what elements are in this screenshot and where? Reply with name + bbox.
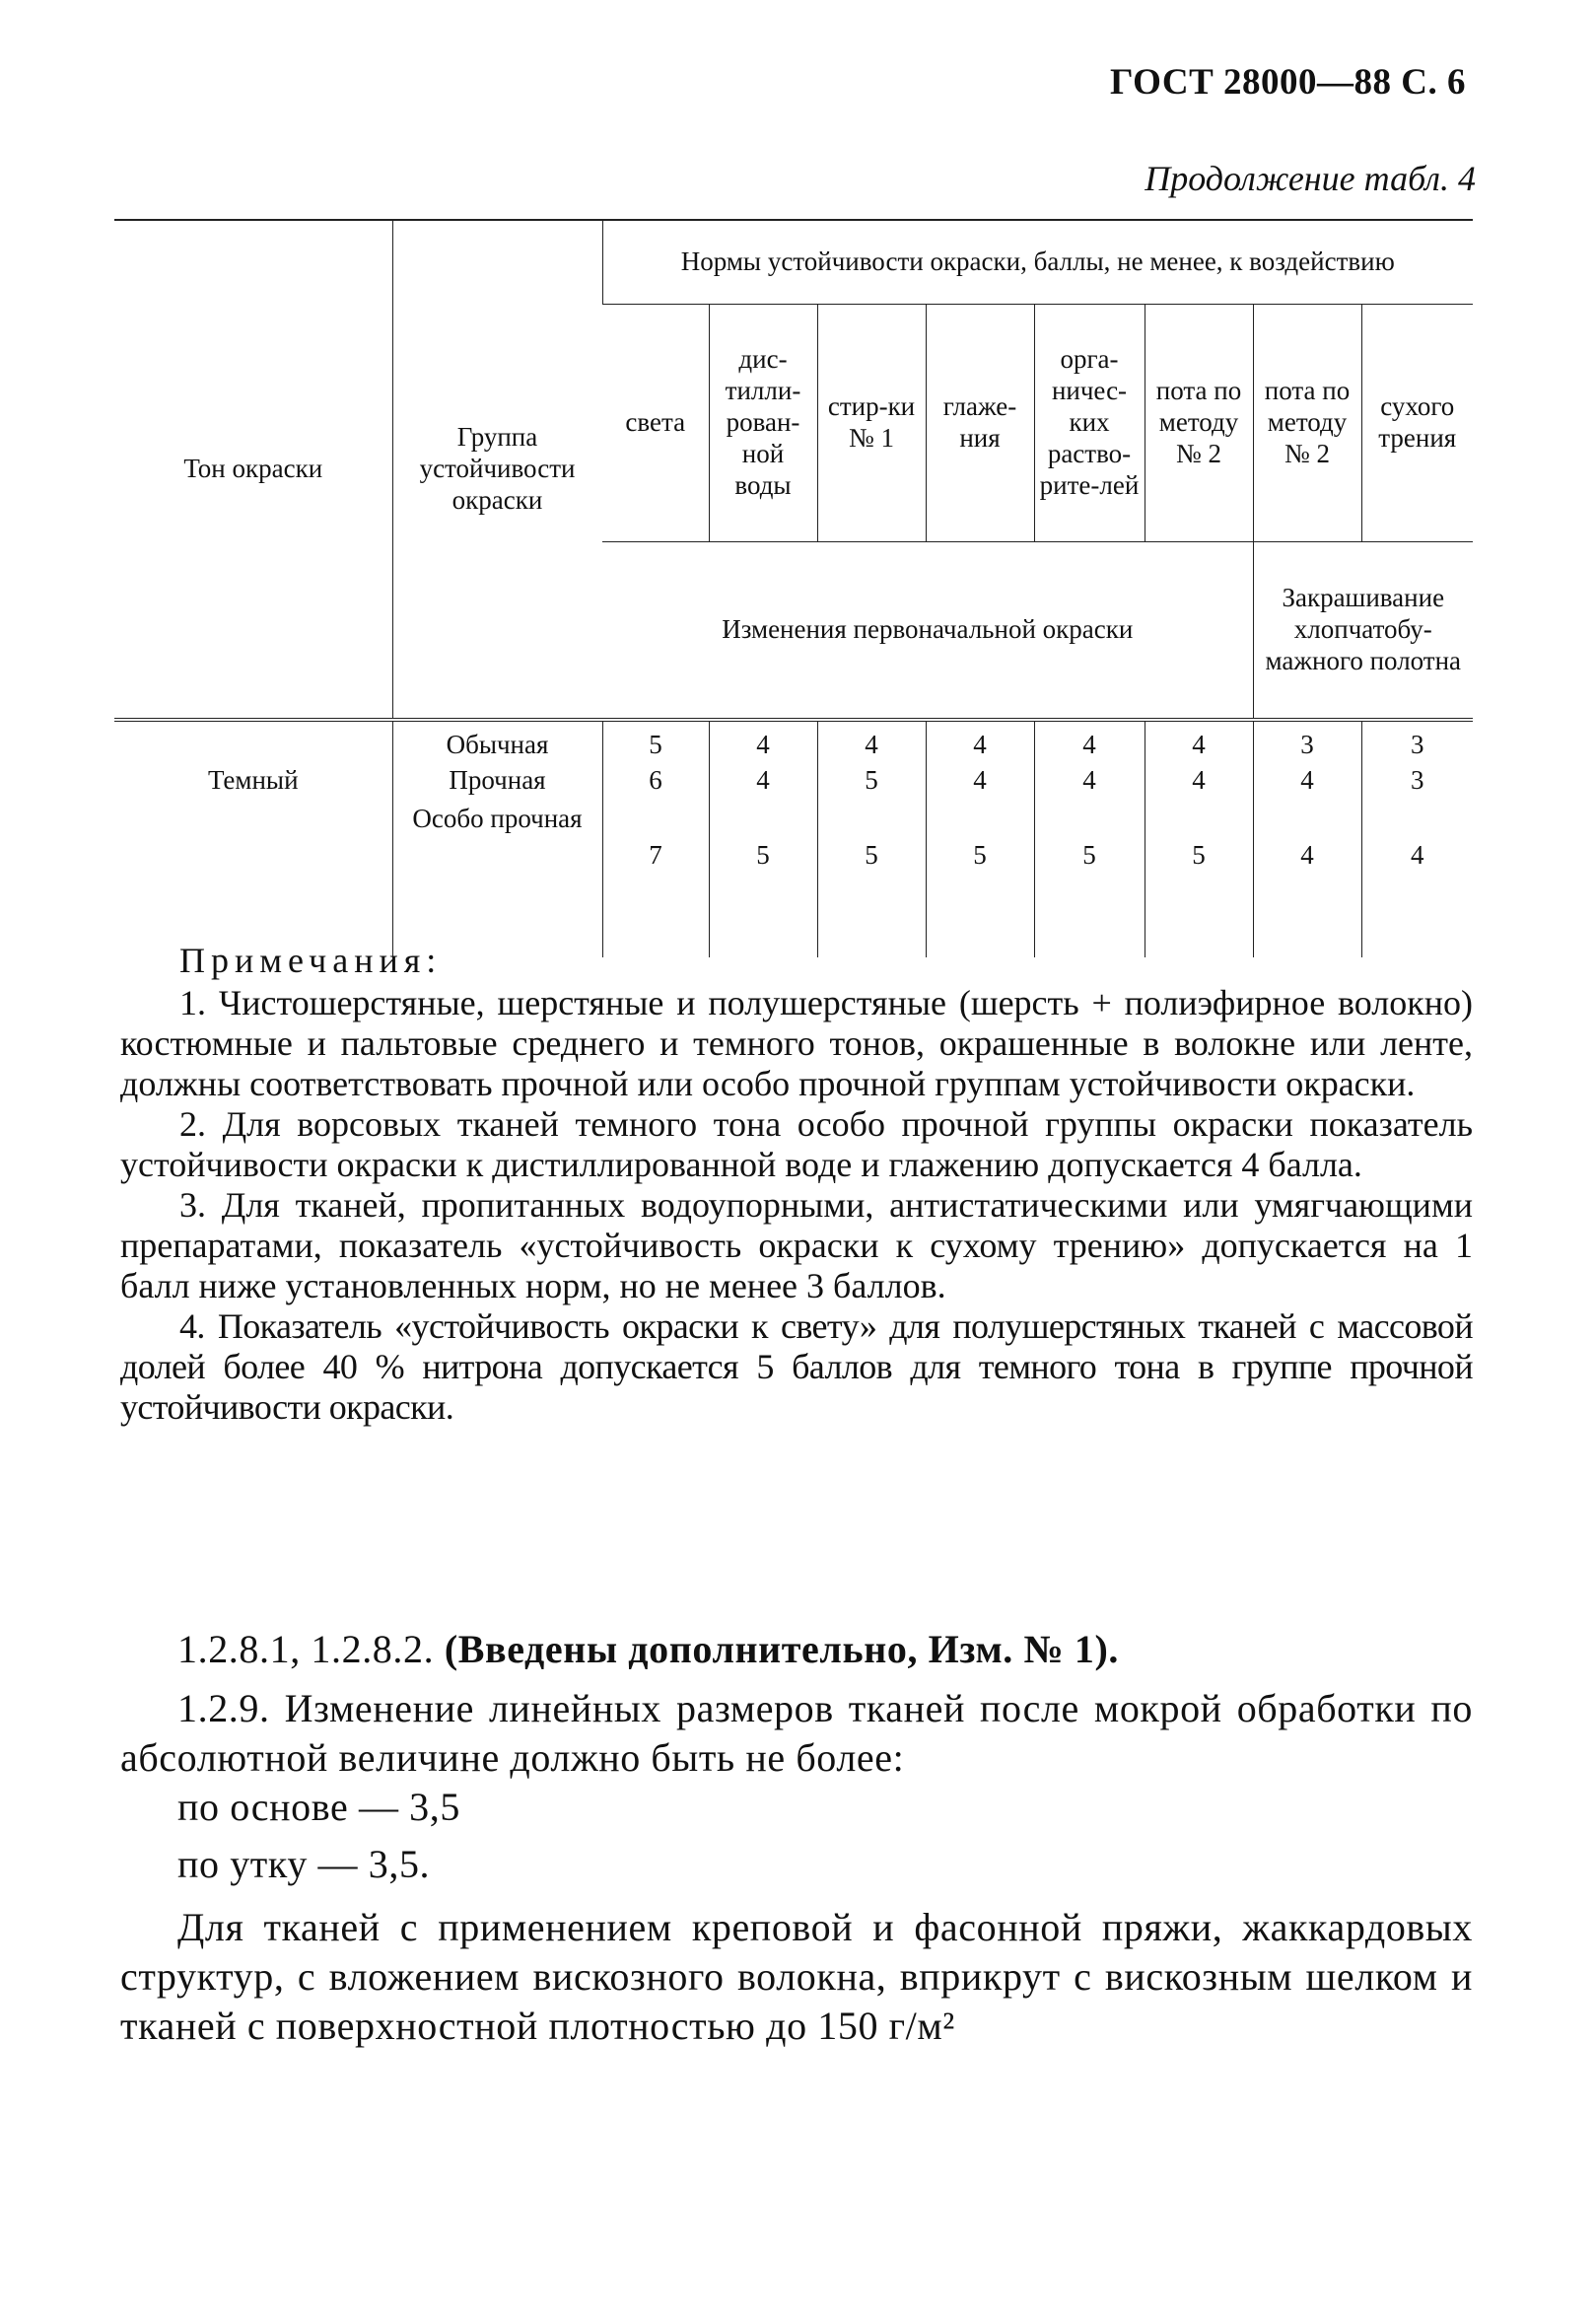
header-solvents: орга-ничес-ких раство-рите-лей [1034,305,1145,542]
header-washing: стир-ки № 1 [817,305,926,542]
value-cell: 4 [1300,765,1314,795]
value-cell: 6 [649,765,662,795]
value-cell: 5 [1082,840,1096,871]
value-cell: 4 [973,765,987,795]
value-cell: 5 [1192,840,1206,871]
body-text [120,1625,1473,2051]
values-solvents [1034,720,1145,957]
value-cell: 4 [1300,840,1314,871]
value-cell: 5 [865,840,878,871]
note-item: 2. Для ворсовых тканей темного тона особо прочной группы окраски показатель устойчивости окраски к дистиллированной воде и глажению допускается 4 балла. [120,1104,1473,1184]
clause-number: 1.2.8.1, 1.2.8.2. [177,1627,445,1671]
note-item: 3. Для тканей, пропитанных водоупорными, антистатическими или умягчающими препаратами, показатель «устойчивость окраски к сухому трению» допускается на 1 балл ниже установленных норм, но не менее 3 баллов. [120,1185,1473,1305]
values-sweat-stain [1253,720,1361,957]
clause-1-2-9: 1.2.9. Изменение линейных размеров тканей после мокрой обработки по абсолютной величине должно быть не более: [120,1686,1473,1780]
note-item: 4. Показатель «устойчивость окраски к свету» для полушерстяных тканей с массовой долей более 40 % нитрона допускается 5 баллов для темного тона в группе прочной устойчивости окраски. [120,1306,1473,1427]
header-norms: Нормы устойчивости окраски, баллы, не менее, к воздействию [602,220,1473,305]
value-cell: 4 [1192,730,1206,759]
value-cell: 4 [973,730,987,759]
header-light: света [602,305,709,542]
group-ordinary: Обычная [446,730,549,759]
values-sweat-change [1145,720,1253,957]
header-sweat-stain: пота по методу № 2 [1253,305,1361,542]
values-light [602,720,709,957]
header-group: Группа устойчивости окраски [392,220,602,720]
values-washing [817,720,926,957]
value-cell: 5 [756,840,770,871]
weft-value: по утку — 3,5. [177,1842,431,1886]
value-cell: 4 [1082,730,1096,759]
group-extra-strong: Особо прочная [412,804,583,833]
values-distilled-water [709,720,817,957]
value-cell: 3 [1411,730,1424,759]
notes-section [120,941,1473,1428]
table-row [114,720,1473,957]
value-cell: 3 [1411,765,1424,795]
page-header: ГОСТ 28000—88 С. 6 [1110,62,1466,103]
header-dry-rubbing: сухого трения [1361,305,1473,542]
value-cell: 4 [756,765,770,795]
warp-value: по основе — 3,5 [177,1785,460,1829]
notes-title: Примечания: [179,941,443,980]
value-cell: 3 [1300,730,1314,759]
norms-table [114,219,1473,957]
header-ironing: глаже-ния [926,305,1034,542]
value-cell: 4 [1082,765,1096,795]
values-dry-rubbing [1361,720,1473,957]
value-cell: 5 [649,730,662,759]
header-change-label: Изменения первоначальной окраски [602,542,1253,721]
header-stain-label: Закрашивание хлопчатобу-мажного полотна [1253,542,1473,721]
value-cell: 4 [1411,840,1424,871]
header-tone: Тон окраски [114,220,392,720]
fabric-paragraph: Для тканей с применением креповой и фасонной пряжи, жаккардовых структур, с вложением вискозного волокна, вприкрут с вискозным шелком и тканей с поверхностной плотностью до 150 г/м² [120,1905,1473,2048]
note-item: 1. Чистошерстяные, шерстяные и полушерстяные (шерсть + полиэфирное волокно) костюмные и пальтовые среднего и темного тонов, окрашенные в волокне или ленте, должны соответствовать прочной или особо прочной группам устойчивости окраски. [120,983,1473,1103]
value-cell: 7 [649,840,662,871]
group-cell [392,720,602,957]
table-caption: Продолжение табл. 4 [1145,159,1476,198]
header-distilled-water: дис-тилли-рован-ной воды [709,305,817,542]
value-cell: 5 [865,765,878,795]
clause-1-2-8 [120,1625,1473,1674]
tone-cell: Темный [207,765,299,795]
amendment-note: (Введены дополнительно, Изм. № 1). [444,1627,1120,1671]
value-cell: 4 [865,730,878,759]
header-sweat-change: пота по методу № 2 [1145,305,1253,542]
value-cell: 4 [756,730,770,759]
value-cell: 5 [973,840,987,871]
value-cell: 4 [1192,765,1206,795]
values-ironing [926,720,1034,957]
group-strong: Прочная [449,765,546,795]
